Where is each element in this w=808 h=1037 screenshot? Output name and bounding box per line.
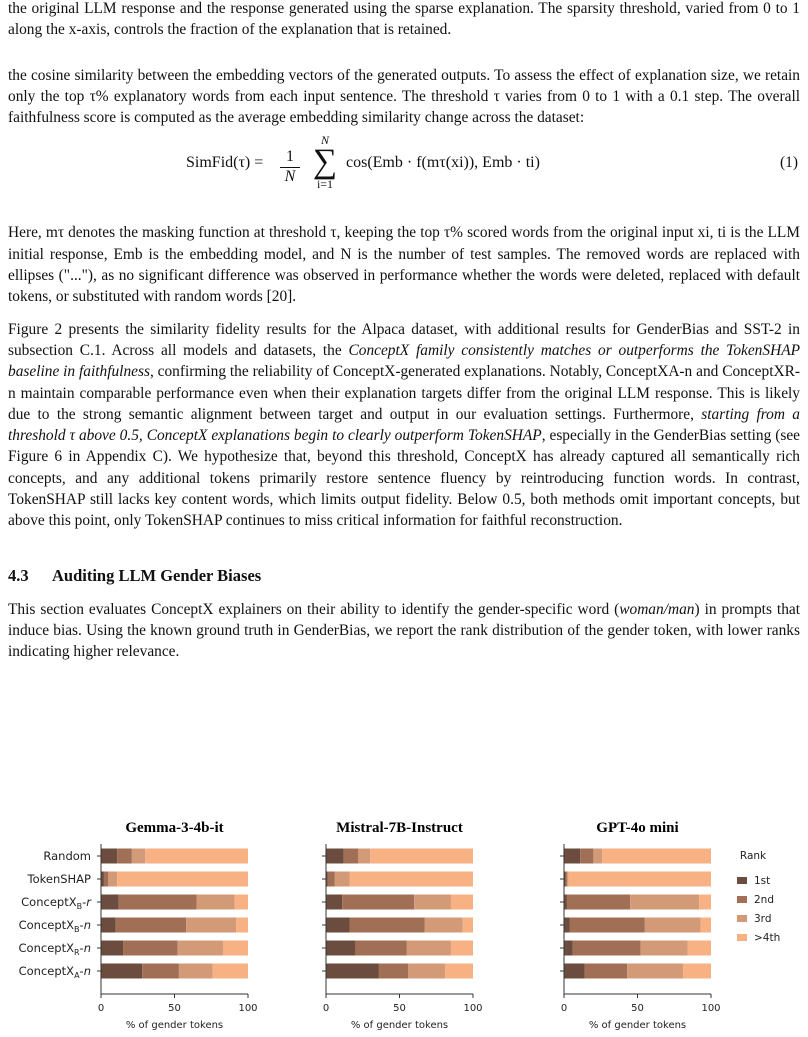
bar-segment-gt4th bbox=[223, 941, 248, 956]
gender-text-1: This section evaluates ConceptX explainers on their ability to identify the gender-specific word ( bbox=[8, 600, 620, 618]
paper-page bbox=[8, 0, 800, 663]
x-tick-label: 50 bbox=[393, 1003, 406, 1014]
section-number: 4.3 bbox=[8, 565, 29, 585]
category-label: ConceptX$_A$-n bbox=[18, 964, 91, 980]
x-tick-label: 50 bbox=[168, 1003, 181, 1014]
bar-segment-1st bbox=[564, 918, 570, 933]
results-text-2: , confirming the reliability of ConceptX-generated explanations. Notably, ConceptXA-n and ConceptXR-n maintain comparable performance even when their explanation targets differ from the original LLM response. This is likely due to the strong semantic alignment between target and output in our evaluation settings. Furthermore, bbox=[8, 363, 800, 423]
equation-sum-sign: ∑ bbox=[312, 143, 338, 181]
results-emphasis-2: starting from a threshold τ above 0.5, ConceptX explanations begin to clearly outperform TokenSHAP bbox=[8, 405, 800, 445]
equation-rhs: cos(Emb · f(mτ(xi)), Emb · ti) bbox=[346, 154, 540, 172]
bar-segment-3rd bbox=[177, 941, 223, 956]
x-axis-label: % of gender tokens bbox=[125, 1020, 224, 1031]
bar-segment-2nd bbox=[585, 964, 628, 979]
bar-segment-gt4th bbox=[213, 964, 248, 979]
legend-swatch bbox=[737, 896, 747, 903]
bar-segment-1st bbox=[101, 918, 116, 933]
chart-title: GPT-4o mini bbox=[596, 820, 679, 836]
bar-segment-gt4th bbox=[370, 849, 473, 864]
bar-segment-1st bbox=[326, 849, 344, 864]
equation-simfid bbox=[8, 134, 800, 210]
bar-segment-2nd bbox=[327, 872, 334, 887]
gender-text-2: ) in prompts that induce bias. Using the known ground truth in GenderBias, we report the rank distribution of the gender token, with lower ranks indicating higher relevance. bbox=[8, 600, 800, 661]
bar-segment-3rd bbox=[108, 872, 117, 887]
bar-segment-2nd bbox=[119, 895, 197, 910]
bar-segment-2nd bbox=[355, 941, 406, 956]
bar-segment-2nd bbox=[567, 895, 630, 910]
bar-segment-2nd bbox=[116, 918, 187, 933]
bar-segment-3rd bbox=[186, 918, 236, 933]
bar-segment-1st bbox=[326, 895, 342, 910]
bar-segment-3rd bbox=[567, 872, 568, 887]
bar-segment-1st bbox=[101, 849, 117, 864]
section-heading bbox=[8, 566, 800, 586]
results-text-3: , especially in the GenderBias setting (see Figure 6 in Appendix C). We hypothesize that, beyond this threshold, ConceptX has already captured all semantically rich concepts, and any additional tokens primarily restore sentence fluency by reintroducing function words. In contrast, TokenSHAP still lacks key content words, which limits output fidelity. Below 0.5, both methods omit important concepts, but above this point, only TokenSHAP continues to miss critical information for faithful reconstruction. bbox=[8, 427, 800, 530]
rank-charts-svg bbox=[0, 812, 808, 1033]
gender-emphasis: woman/man bbox=[619, 600, 695, 618]
bar-segment-1st bbox=[101, 941, 123, 956]
bar-segment-3rd bbox=[179, 964, 213, 979]
bar-segment-2nd bbox=[570, 918, 645, 933]
paragraph-masking: Here, mτ denotes the masking function at threshold τ, keeping the top τ% scored words from the original input xi, ti is the LLM initial response, Emb is the embedding model, and N is the number of test samples. The removed words are replaced with ellipses ("..."), as no significant difference was observed in performance whether the words were deleted, replaced with default tokens, or substituted with random words [20]. bbox=[8, 224, 800, 306]
figure-rank-distribution bbox=[0, 812, 808, 1033]
bar-segment-gt4th bbox=[235, 895, 248, 910]
x-tick-label: 100 bbox=[238, 1003, 258, 1014]
chart-title: Mistral-7B-Instruct bbox=[336, 820, 463, 836]
bar-segment-2nd bbox=[573, 941, 641, 956]
chart-title: Gemma-3-4b-it bbox=[125, 820, 224, 836]
paragraph-results bbox=[8, 319, 800, 532]
bar-segment-gt4th bbox=[602, 849, 711, 864]
category-label: ConceptX$_R$-n bbox=[18, 941, 91, 957]
category-label: ConceptX$_B$-r bbox=[21, 895, 91, 911]
legend-item: 1st bbox=[754, 875, 771, 887]
bar-segment-gt4th bbox=[117, 872, 248, 887]
bar-segment-3rd bbox=[407, 941, 451, 956]
equation-sum-lower: i=1 bbox=[316, 177, 334, 192]
category-label: Random bbox=[43, 849, 91, 863]
bar-segment-2nd bbox=[565, 872, 566, 887]
bar-segment-2nd bbox=[379, 964, 408, 979]
bar-segment-2nd bbox=[342, 895, 414, 910]
equation-lhs: SimFid(τ) = bbox=[186, 154, 264, 172]
bar-segment-1st bbox=[564, 941, 573, 956]
legend-item: 2nd bbox=[754, 894, 775, 906]
bar-segment-3rd bbox=[424, 918, 462, 933]
bar-segment-2nd bbox=[142, 964, 179, 979]
x-axis-label: % of gender tokens bbox=[350, 1020, 449, 1031]
bar-segment-3rd bbox=[408, 964, 445, 979]
bar-segment-2nd bbox=[344, 849, 359, 864]
bar-segment-3rd bbox=[640, 941, 687, 956]
legend-swatch bbox=[737, 915, 747, 922]
equation-denominator: N bbox=[284, 168, 296, 186]
legend-item: 3rd bbox=[754, 913, 772, 925]
x-tick-label: 100 bbox=[701, 1003, 721, 1014]
bar-segment-2nd bbox=[580, 849, 593, 864]
bar-segment-gt4th bbox=[451, 895, 473, 910]
legend-item: >4th bbox=[754, 932, 781, 944]
bar-segment-3rd bbox=[358, 849, 370, 864]
bar-segment-2nd bbox=[350, 918, 425, 933]
x-tick-label: 0 bbox=[322, 1003, 330, 1014]
x-tick-label: 0 bbox=[97, 1003, 105, 1014]
bar-segment-2nd bbox=[123, 941, 177, 956]
equation-sum-upper: N bbox=[320, 133, 329, 148]
equation-numerator: 1 bbox=[280, 148, 300, 168]
legend-swatch bbox=[737, 877, 747, 884]
bar-segment-3rd bbox=[197, 895, 235, 910]
bar-segment-3rd bbox=[627, 964, 683, 979]
paragraph-gender bbox=[8, 599, 800, 663]
bar-segment-gt4th bbox=[236, 918, 248, 933]
bar-segment-gt4th bbox=[683, 964, 711, 979]
equation-fraction bbox=[280, 148, 300, 186]
bar-segment-3rd bbox=[645, 918, 701, 933]
section-title: Auditing LLM Gender Biases bbox=[52, 565, 262, 585]
bar-segment-3rd bbox=[132, 849, 145, 864]
bar-segment-1st bbox=[101, 964, 142, 979]
results-text-1: Figure 2 presents the similarity fidelity results for the Alpaca dataset, with additional results for GenderBias and SST-2 in subsection C.1. Across all models and datasets, the bbox=[8, 320, 800, 359]
x-axis-label: % of gender tokens bbox=[588, 1020, 687, 1031]
bar-segment-1st bbox=[326, 918, 350, 933]
bar-segment-3rd bbox=[593, 849, 602, 864]
bar-segment-1st bbox=[101, 895, 119, 910]
paragraph-metric-text: the cosine similarity between the embedding vectors of the generated outputs. To assess the effect of explanation size, we retain only the top τ% explanatory words from each input sentence. The threshold τ varies from 0 to 1 with a 0.1 step. The overall faithfulness score is computed as the average embedding similarity change across the dataset: bbox=[8, 66, 800, 127]
bar-segment-gt4th bbox=[687, 941, 711, 956]
equation-label: (1) bbox=[780, 154, 798, 172]
legend-swatch bbox=[737, 934, 747, 941]
bar-segment-gt4th bbox=[451, 941, 473, 956]
bar-segment-gt4th bbox=[701, 918, 711, 933]
results-emphasis-1: ConceptX family consistently matches or outperforms the TokenSHAP baseline in faithfulness bbox=[8, 341, 800, 381]
legend-title: Rank bbox=[739, 850, 767, 862]
bar-segment-gt4th bbox=[145, 849, 248, 864]
bar-segment-1st bbox=[326, 964, 379, 979]
bar-segment-gt4th bbox=[463, 918, 473, 933]
bar-segment-gt4th bbox=[568, 872, 711, 887]
category-label: TokenSHAP bbox=[27, 872, 91, 886]
bar-segment-2nd bbox=[117, 849, 132, 864]
bar-segment-1st bbox=[564, 849, 580, 864]
bar-segment-1st bbox=[564, 964, 585, 979]
x-tick-label: 100 bbox=[463, 1003, 483, 1014]
bar-segment-gt4th bbox=[350, 872, 473, 887]
paragraph-fragment: the original LLM response and the response generated using the sparse explanation. The sparsity threshold, varied from 0 to 1 along the x-axis, controls the fraction of the explanation that is retained. bbox=[8, 0, 800, 39]
category-label: ConceptX$_B$-n bbox=[18, 918, 91, 934]
bar-segment-1st bbox=[326, 941, 355, 956]
bar-segment-gt4th bbox=[699, 895, 711, 910]
equation-summation bbox=[308, 134, 342, 191]
bar-segment-3rd bbox=[335, 872, 350, 887]
x-tick-label: 50 bbox=[631, 1003, 644, 1014]
bar-segment-3rd bbox=[414, 895, 451, 910]
bar-segment-gt4th bbox=[445, 964, 473, 979]
x-tick-label: 0 bbox=[560, 1003, 568, 1014]
bar-segment-2nd bbox=[104, 872, 108, 887]
bar-segment-3rd bbox=[630, 895, 699, 910]
paragraph-metric bbox=[8, 65, 800, 129]
